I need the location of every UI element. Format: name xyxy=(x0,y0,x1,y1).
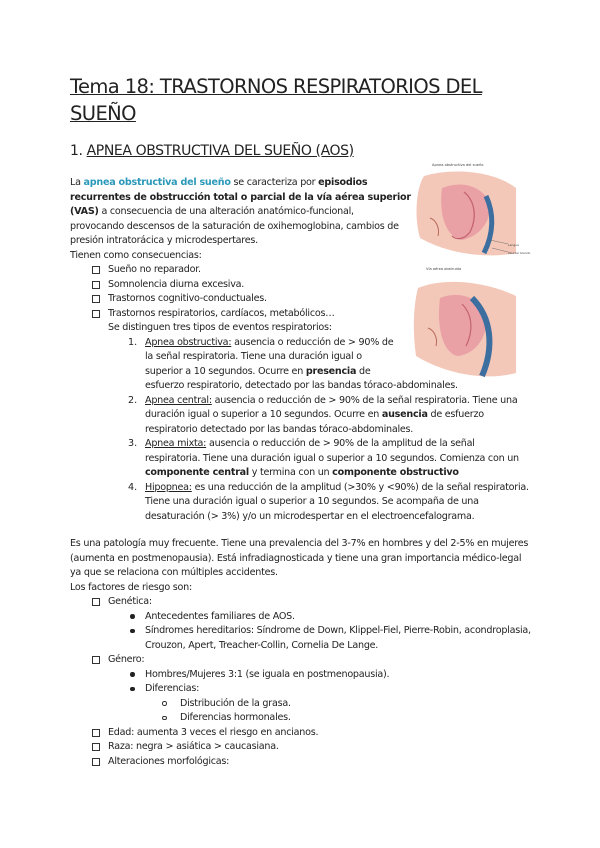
checkbox[interactable] xyxy=(92,281,100,289)
bullet xyxy=(130,629,135,634)
event-text: y termina con un xyxy=(248,467,333,478)
risk-genetics-item: Antecedentes familiares de AOS. xyxy=(145,610,295,622)
checkbox[interactable] xyxy=(92,743,100,751)
event-4-line-3: desaturación (> 3%) y/o un microdespertar en el electroencefalograma. xyxy=(145,510,475,522)
event-name: Apnea obstructiva: xyxy=(145,336,232,348)
intro-term: apnea obstructiva del sueño xyxy=(83,177,231,188)
section-heading xyxy=(70,143,354,159)
event-bold: componente obstructivo xyxy=(332,467,459,478)
section-number: 1. xyxy=(70,143,83,159)
event-text: ausencia o reducción de > 90% de xyxy=(231,336,394,348)
intro-line-4: provocando descensos de la saturación de oxihemoglobina, cambios de xyxy=(70,220,399,232)
event-name: Hipopnea: xyxy=(145,481,192,493)
event-text: ausencia o reducción de > 90% de la señal respiratoria. Tiene una xyxy=(211,394,518,406)
event-text: superior a 10 segundos. Ocurre en xyxy=(145,365,306,377)
bullet xyxy=(130,672,135,677)
event-1-line-1 xyxy=(145,336,393,351)
checkbox[interactable] xyxy=(92,310,100,318)
risk-genetics: Genética: xyxy=(108,596,152,607)
risk-gender-subitem: Diferencias hormonales. xyxy=(180,712,291,723)
figure-label-bottom: Vía aérea obstruida xyxy=(426,267,462,271)
prevalence-line-3: ya que se relaciona con múltiples accidentes. xyxy=(70,567,278,578)
event-bold: presencia xyxy=(305,365,357,377)
event-2-line-2 xyxy=(145,408,484,423)
event-number: 4. xyxy=(128,481,138,493)
risk-genetics-item-cont: Crouzon, Apert, Treacher-Collin, Cornelia De Lange. xyxy=(145,639,379,651)
risk-gender-subitem: Distribución de la grasa. xyxy=(180,697,291,709)
checkbox[interactable] xyxy=(92,656,100,664)
bullet xyxy=(130,614,135,619)
event-name: Apnea mixta: xyxy=(145,438,207,449)
checkbox[interactable] xyxy=(92,729,100,737)
intro-line-5: presión intratorácica y microdespertares. xyxy=(70,235,258,246)
event-3-line-1 xyxy=(145,437,475,452)
consequence-item: Sueño no reparador. xyxy=(108,264,201,275)
event-1-line-3 xyxy=(145,365,371,380)
figure-label-tongue: Lengua xyxy=(508,243,520,247)
event-text: duración igual o superior a 10 segundos. Ocurre en xyxy=(145,409,382,420)
section-title: APNEA OBSTRUCTIVA DEL SUEÑO (AOS) xyxy=(86,143,354,159)
event-1-line-2: la señal respiratoria. Tiene una duración igual o xyxy=(145,351,362,362)
consequence-item: Trastornos respiratorios, cardíacos, metabólicos… xyxy=(108,307,335,319)
head-profile-bottom xyxy=(414,282,516,377)
event-2-line-1 xyxy=(145,394,517,409)
checkbox[interactable] xyxy=(92,295,100,303)
event-number: 1. xyxy=(128,336,138,348)
risk-age: Edad: aumenta 3 veces el riesgo en ancianos. xyxy=(108,726,319,738)
event-text: de esfuerzo xyxy=(427,409,484,420)
head-profile-top xyxy=(417,172,516,256)
figure-label-top: Apnea obstructiva del sueño xyxy=(432,163,484,167)
risk-gender: Género: xyxy=(108,654,145,665)
sub-bullet xyxy=(162,716,167,721)
intro-line-2: recurrentes de obstrucción total o parcial de la vía aérea superior xyxy=(70,191,411,203)
event-text: es una reducción de la amplitud (>30% y <90%) de la señal respiratoria. xyxy=(191,481,529,493)
event-bold: componente central xyxy=(145,467,249,478)
risk-race: Raza: negra > asiática > caucasiana. xyxy=(108,741,279,752)
intro-line-1 xyxy=(70,176,367,191)
event-4-line-2: Tiene una duración igual o superior a 10 segundos. Se acompaña de una xyxy=(145,496,479,507)
bullet xyxy=(130,687,135,692)
checkbox[interactable] xyxy=(92,266,100,274)
checkbox[interactable] xyxy=(92,598,100,606)
intro-text: se caracteriza por xyxy=(230,177,319,188)
intro-line-3 xyxy=(70,205,354,220)
event-3-line-2: respiratoria. Tiene una duración igual o superior a 10 segundos. Comienza con un xyxy=(145,452,519,464)
airway-illustration xyxy=(412,158,531,383)
intro-bold: episodios xyxy=(318,177,368,188)
intro-line-6: Tienen como consecuencias: xyxy=(70,249,202,261)
checkbox[interactable] xyxy=(92,758,100,766)
intro-bold: (VAS) xyxy=(70,206,99,217)
event-bold: ausencia xyxy=(381,409,428,420)
sub-bullet xyxy=(162,701,167,706)
intro-text: La xyxy=(70,177,84,188)
event-text: de xyxy=(356,365,371,377)
risk-genetics-item: Síndromes hereditarios: Síndrome de Down, Klippel-Fiel, Pierre-Robin, acondroplasia, xyxy=(145,625,531,636)
event-number: 2. xyxy=(128,394,138,406)
prevalence-line-1: Es una patología muy frecuente. Tiene una prevalencia del 3-7% en hombres y del 2-5% en mujeres xyxy=(70,538,529,549)
event-3-line-3 xyxy=(145,466,459,481)
event-4-line-1 xyxy=(145,481,529,496)
risk-factors-intro: Los factores de riesgo son: xyxy=(70,581,192,593)
consequence-item: Somnolencia diurna excesiva. xyxy=(108,278,245,290)
event-1-line-4: esfuerzo respiratorio, detectado por las bandas tóraco-abdominales. xyxy=(145,380,458,391)
event-name: Apnea central: xyxy=(145,394,212,406)
intro-text: a consecuencia de una alteración anatómico-funcional, xyxy=(98,206,354,217)
consequence-item: Trastornos cognitivo-conductuales. xyxy=(108,293,267,304)
event-number: 3. xyxy=(128,438,138,449)
events-intro: Se distinguen tres tipos de eventos respiratorios: xyxy=(108,322,332,333)
prevalence-line-2: (aumenta en postmenopausia). Está infradiagnosticada y tiene una gran importancia médico-legal xyxy=(70,552,522,564)
risk-morphology: Alteraciones morfológicas: xyxy=(108,755,230,767)
risk-gender-item: Hombres/Mujeres 3:1 (se iguala en postmenopausia). xyxy=(145,668,390,680)
figure-label-palate: Paladar blando xyxy=(508,251,531,255)
risk-gender-item: Diferencias: xyxy=(145,683,200,694)
event-2-line-3: respiratorio detectado por las bandas tóraco-abdominales. xyxy=(145,423,414,435)
page-title: Tema 18: TRASTORNOS RESPIRATORIOS DEL SUEÑO xyxy=(70,75,482,125)
event-text: ausencia o reducción de > 90% de la amplitud de la señal xyxy=(206,438,475,449)
